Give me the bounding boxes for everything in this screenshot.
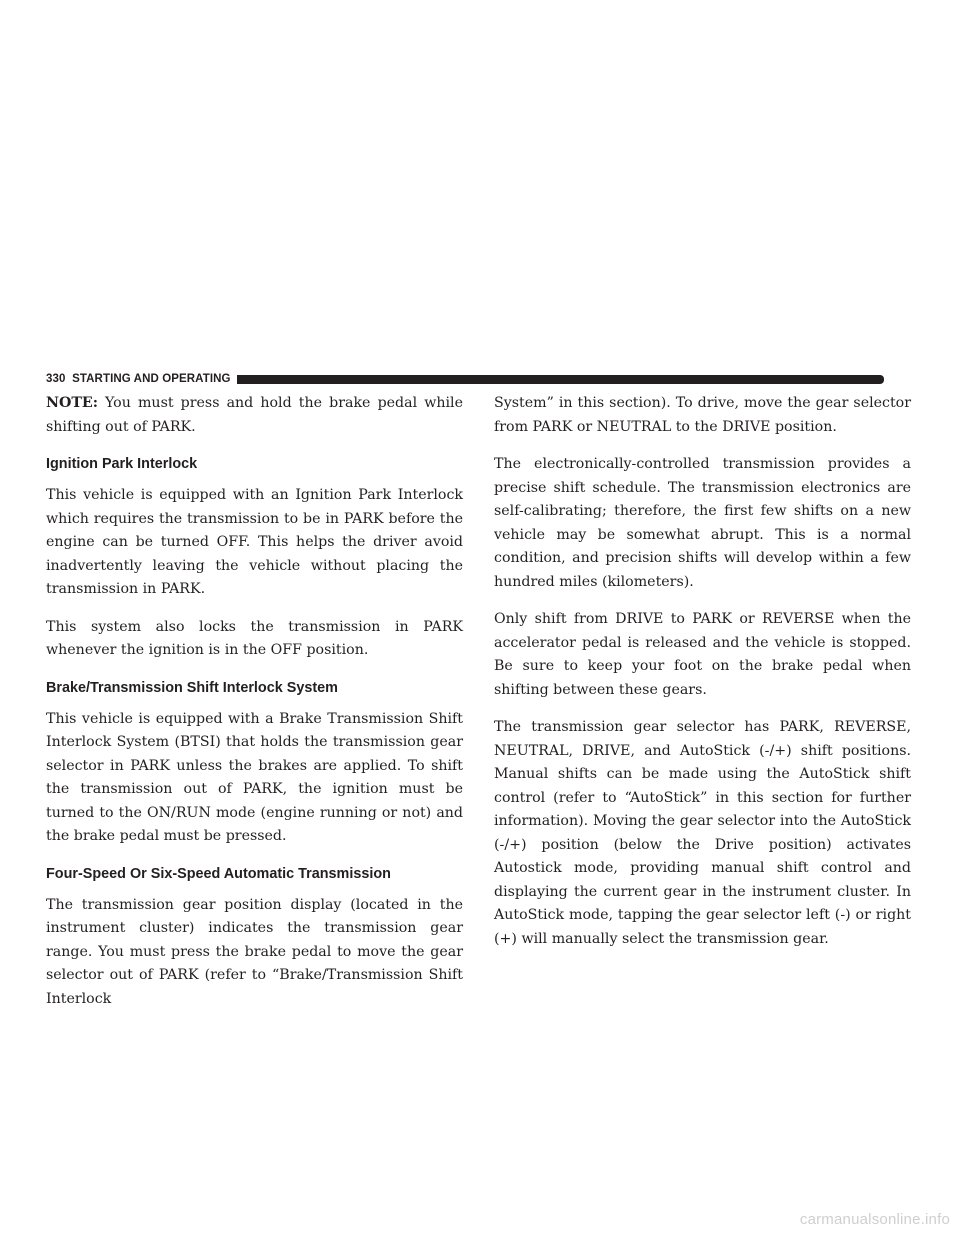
ignition-paragraph-1: This vehicle is equipped with an Ignition Park Interlock which requires the transmission to be in PARK before the engine can be turned OFF. This helps the driver avoid inadvertently leaving the vehicle without placing the transmission in PARK. xyxy=(46,487,463,597)
btsi-paragraph: This vehicle is equipped with a Brake Transmission Shift Interlock System (BTSI) that holds the transmission gear selector in PARK unless the brakes are applied. To shift the transmission out of PARK, the ignition must be turned to the ON/RUN mode (engine running or not) and the brake pedal must be pressed. xyxy=(46,710,463,844)
right-column xyxy=(494,392,911,965)
automatic-paragraph-4: The transmission gear selector has PARK, REVERSE, NEUTRAL, DRIVE, and AutoStick (-/+) shift positions. Manual shifts can be made using the AutoStick shift control (refer to “AutoStick” in this section for further information). Moving the gear selector into the AutoStick (-/+) position (below the Drive position) activates Autostick mode, providing manual shift control and displaying the current gear in the instrument cluster. In AutoStick mode, tapping the gear selector left (-) or right (+) will manually select the transmission gear. xyxy=(494,719,911,947)
left-column xyxy=(46,392,463,1025)
automatic-paragraph-1-continued: System” in this section). To drive, move the gear selector from PARK or NEUTRAL to the DRIVE position. xyxy=(494,395,911,435)
automatic-paragraph-2: The electronically-controlled transmission provides a precise shift schedule. The transmission electronics are self-calibrating; therefore, the first few shifts on a new vehicle may be somewhat abrupt. This is a normal condition, and precision shifts will develop within a few hundred miles (kilometers). xyxy=(494,456,911,590)
note-text: You must press and hold the brake pedal while shifting out of PARK. xyxy=(46,395,463,435)
header-rule xyxy=(237,375,884,384)
automatic-paragraph-1: The transmission gear position display (located in the instrument cluster) indicates the transmission gear range. You must press the brake pedal to move the gear selector out of PARK (refer to “Brake/Transmission Shift Interlock xyxy=(46,896,463,1007)
page-header-text xyxy=(46,372,231,386)
automatic-paragraph-3: Only shift from DRIVE to PARK or REVERSE when the accelerator pedal is released and the vehicle is stopped. Be sure to keep your foot on the brake pedal when shifting between these gears. xyxy=(494,611,911,698)
section-title: STARTING AND OPERATING xyxy=(72,373,231,385)
note-paragraph xyxy=(46,392,463,439)
heading-automatic-transmission: Four-Speed Or Six-Speed Automatic Transmission xyxy=(46,865,391,882)
note-label: NOTE: xyxy=(46,395,98,411)
ignition-paragraph-2: This system also locks the transmission in PARK whenever the ignition is in the OFF position. xyxy=(46,618,463,658)
watermark: carmanualsonline.info xyxy=(799,1211,950,1228)
heading-ignition-park-interlock: Ignition Park Interlock xyxy=(46,456,198,472)
heading-btsi: Brake/Transmission Shift Interlock System xyxy=(46,679,338,696)
page-header xyxy=(46,372,884,386)
page-number: 330 xyxy=(46,373,66,385)
